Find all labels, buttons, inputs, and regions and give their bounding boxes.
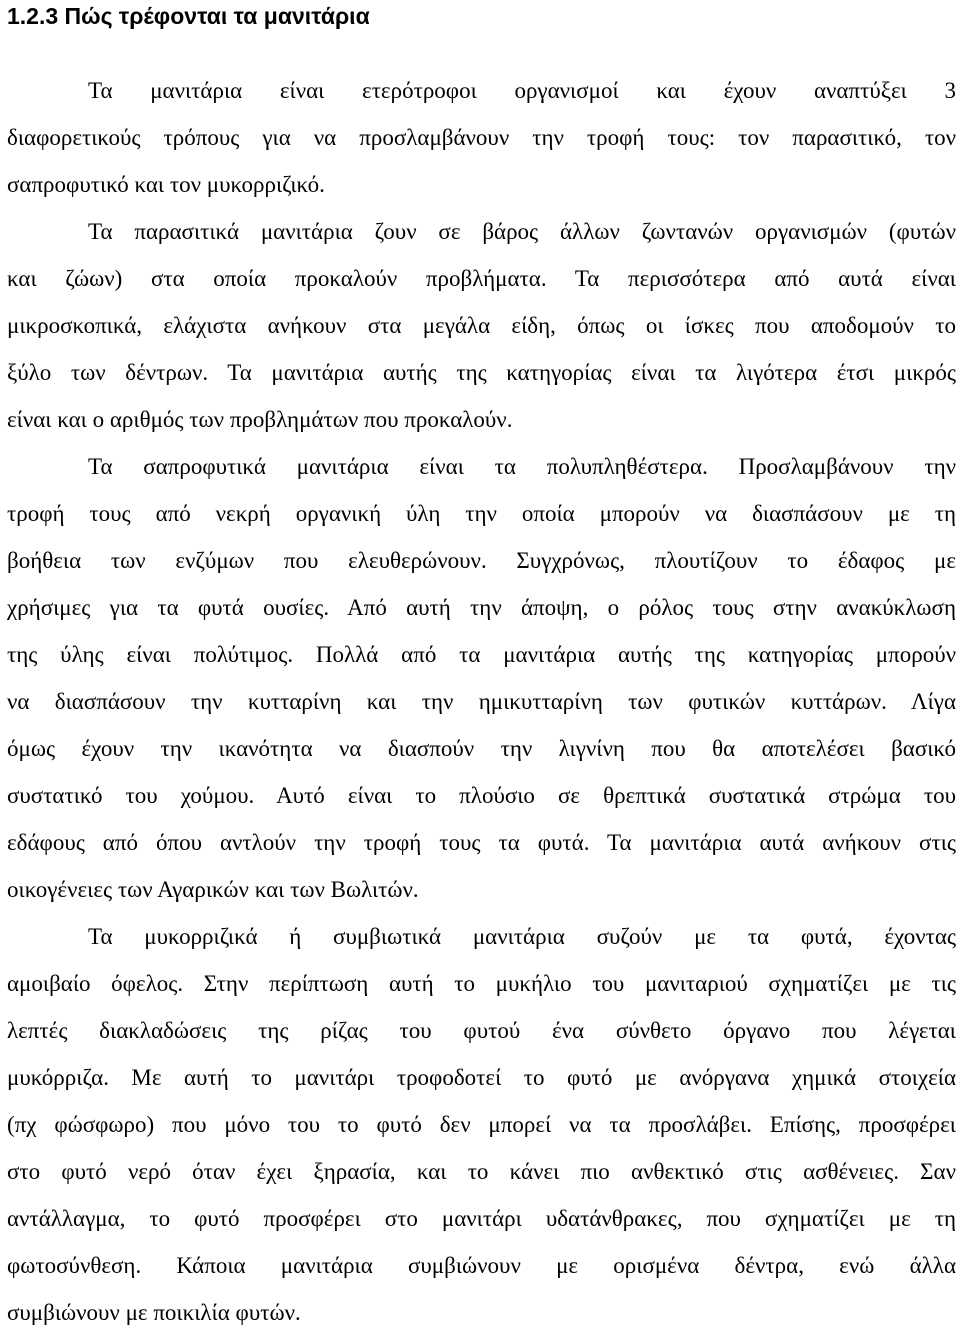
text-line: Τα παρασιτικά μανιτάρια ζουν σε βάρος άλλων ζωντανών οργανισμών (φυτών (88, 219, 956, 244)
text-line: (πχ φώσφωρο) που μόνο του το φυτό δεν μπορεί να τα προσλάβει. Επίσης, προσφέρει (7, 1112, 956, 1137)
text-line: οικογένειες των Αγαρικών και των Βωλιτών. (7, 877, 419, 902)
text-line: και ζώων) στα οποία προκαλούν προβλήματα. Τα περισσότερα από αυτά είναι (7, 266, 956, 291)
text-line: είναι και ο αριθμός των προβλημάτων που προκαλούν. (7, 407, 513, 432)
text-line: βοήθεια των ενζύμων που ελευθερώνουν. Συγχρόνως, πλουτίζουν το έδαφος με (7, 548, 956, 573)
text-line: συμβιώνουν με ποικιλία φυτών. (7, 1300, 301, 1325)
text-line: στο φυτό νερό όταν έχει ξηρασία, και το κάνει πιο ανθεκτικό στις ασθένειες. Σαν (7, 1159, 956, 1184)
text-line: να διασπάσουν την κυτταρίνη και την ημικυτταρίνη των φυτικών κυττάρων. Λίγα (7, 689, 956, 714)
text-line: όμως έχουν την ικανότητα να διασπούν την λιγνίνη που θα αποτελέσει βασικό (7, 736, 956, 761)
text-line: χρήσιμες για τα φυτά ουσίες. Από αυτή την άποψη, ο ρόλος τους στην ανακύκλωση (7, 595, 956, 620)
text-line: Τα σαπροφυτικά μανιτάρια είναι τα πολυπληθέστερα. Προσλαμβάνουν την (88, 454, 956, 479)
text-line: φωτοσύνθεση. Κάποια μανιτάρια συμβιώνουν με ορισμένα δέντρα, ενώ άλλα (7, 1253, 956, 1278)
text-line: της ύλης είναι πολύτιμος. Πολλά από τα μανιτάρια αυτής της κατηγορίας μπορούν (7, 642, 956, 667)
text-line: συστατικό του χούμου. Αυτό είναι το πλούσιο σε θρεπτικά συστατικά στρώμα του (7, 783, 956, 808)
text-line: μικροσκοπικά, ελάχιστα ανήκουν στα μεγάλα είδη, όπως οι ίσκες που αποδομούν το (7, 313, 956, 338)
text-line: αντάλλαγμα, το φυτό προσφέρει στο μανιτάρι υδατάνθρακες, που σχηματίζει με τη (7, 1206, 956, 1231)
text-line: αμοιβαίο όφελος. Στην περίπτωση αυτή το μυκήλιο του μανιταριού σχηματίζει με τις (7, 971, 956, 996)
text-line: Τα μανιτάρια είναι ετερότροφοι οργανισμοί και έχουν αναπτύξει 3 (88, 78, 956, 103)
text-line: εδάφους από όπου αντλούν την τροφή τους τα φυτά. Τα μανιτάρια αυτά ανήκουν στις (7, 830, 956, 855)
text-line: λεπτές διακλαδώσεις της ρίζας του φυτού ένα σύνθετο όργανο που λέγεται (7, 1018, 956, 1043)
section-heading: 1.2.3 Πώς τρέφονται τα μανιτάρια (7, 3, 370, 29)
body-text (7, 67, 956, 1336)
text-line: τροφή τους από νεκρή οργανική ύλη την οποία μπορούν να διασπάσουν με τη (7, 501, 956, 526)
text-line: μυκόρριζα. Με αυτή το μανιτάρι τροφοδοτεί το φυτό με ανόργανα χημικά στοιχεία (7, 1065, 956, 1090)
text-line: διαφορετικούς τρόπους για να προσλαμβάνουν την τροφή τους: τον παρασιτικό, τον (7, 125, 956, 150)
text-line: ξύλο των δέντρων. Τα μανιτάρια αυτής της κατηγορίας είναι τα λιγότερα έτσι μικρός (7, 360, 956, 385)
text-line: Τα μυκορριζικά ή συμβιωτικά μανιτάρια συζούν με τα φυτά, έχοντας (88, 924, 956, 949)
text-line: σαπροφυτικό και τον μυκορριζικό. (7, 172, 325, 197)
